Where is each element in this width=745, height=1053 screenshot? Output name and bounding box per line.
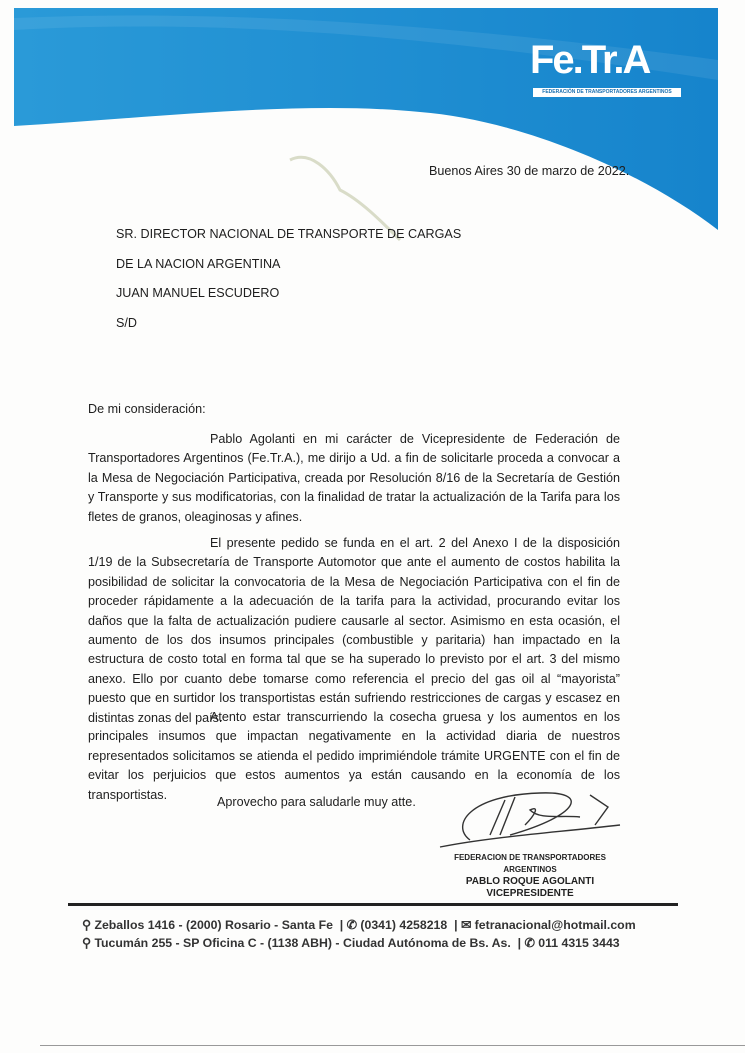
email-icon: ✉ (460, 918, 472, 932)
phone-icon: ✆ (524, 936, 535, 950)
footer-line-1: ⚲ Zeballos 1416 - (2000) Rosario - Santa Fe | ✆ (0341) 4258218 | ✉ fetranacional@hotmail.com (82, 918, 636, 932)
signer-role: VICEPRESIDENTE (486, 888, 574, 899)
footer-address: Zeballos 1416 - (2000) Rosario - Santa Fe (94, 918, 333, 932)
handwritten-signature (430, 785, 630, 855)
recipient-line: JUAN MANUEL ESCUDERO (116, 286, 280, 300)
body-paragraph (88, 534, 620, 728)
location-pin-icon: ⚲ (82, 936, 92, 950)
closing: Aprovecho para saludarle muy atte. (217, 795, 416, 809)
fetra-logo: Fe.Tr.A (530, 38, 650, 82)
paragraph-text: Atento estar transcurriendo la cosecha gruesa y los aumentos en los principales insumos que impactan negativamente en la actividad diaria de nuestros representados solicitamos se atienda el pedido imprimiéndole trámite URGENTE con el fin de evitar los perjuicios que estos aumentos ya están causando en la economía de los transportistas. (88, 710, 620, 802)
footer-line-2: ⚲ Tucumán 255 - SP Oficina C - (1138 ABH) - Ciudad Autónoma de Bs. As. | ✆ 011 4315 3443 (82, 936, 620, 950)
letter-date: Buenos Aires 30 de marzo de 2022. (429, 164, 630, 178)
footer-email: fetranacional@hotmail.com (474, 918, 636, 932)
recipient-line: DE LA NACION ARGENTINA (116, 257, 281, 271)
footer-address: Tucumán 255 - SP Oficina C - (1138 ABH) - Ciudad Autónoma de Bs. As. (94, 936, 511, 950)
page-edge (40, 1045, 745, 1046)
phone-icon: ✆ (346, 918, 357, 932)
location-pin-icon: ⚲ (82, 918, 92, 932)
recipient-line: S/D (116, 316, 137, 330)
paragraph-text: El presente pedido se funda en el art. 2 del Anexo I de la disposición 1/19 de la Subsecretaría de Transporte Automotor que ante el aumento de costos habilita la posibilidad de solicitar la convocatoria de la Mesa de Negociación Participativa con el fin de proceder rápidamente a la adecuación de la tarifa para la actividad, procurando evitar los daños que la falta de actualización pudiere causarle al sector. Asimismo en esta ocasión, el aumento de los dos insumos principales (combustible y paritaria) han impactado en la estructura de costo total en forma tal que se ha superado lo previsto por el art. 3 del mismo anexo. Ello por cuanto debe tomarse como referencia el precio del gas oil al “mayorista” puesto que en surtidor los transportistas están sufriendo restricciones de cargas y escasez en distintas zonas del país. (88, 536, 620, 725)
signer-name: PABLO ROQUE AGOLANTI (465, 876, 595, 887)
footer-phone: 011 4315 3443 (538, 936, 620, 950)
paragraph-text: Pablo Agolanti en mi carácter de Vicepresidente de Federación de Transportadores Argentinos (Fe.Tr.A.), me dirijo a Ud. a fin de solicitarle proceda a convocar a la Mesa de Negociación Participativa, creada por Resolución 8/16 de la Secretaría de Gestión y Transporte y sus modificatorias, con la finalidad de tratar la actualización de la Tarifa para los fletes de granos, oleaginosas y afines. (88, 432, 620, 524)
logo-subtitle: FEDERACIÓN DE TRANSPORTADORES ARGENTINOS (533, 88, 681, 97)
footer-phone: (0341) 4258218 (360, 918, 448, 932)
signature-stamp (440, 852, 620, 900)
footer-divider (68, 903, 678, 906)
recipient-line: SR. DIRECTOR NACIONAL DE TRANSPORTE DE CARGAS (116, 227, 462, 241)
stamp-org: FEDERACION DE TRANSPORTADORES ARGENTINOS (454, 853, 606, 874)
salutation: De mi consideración: (88, 402, 206, 416)
body-paragraph (88, 430, 620, 527)
